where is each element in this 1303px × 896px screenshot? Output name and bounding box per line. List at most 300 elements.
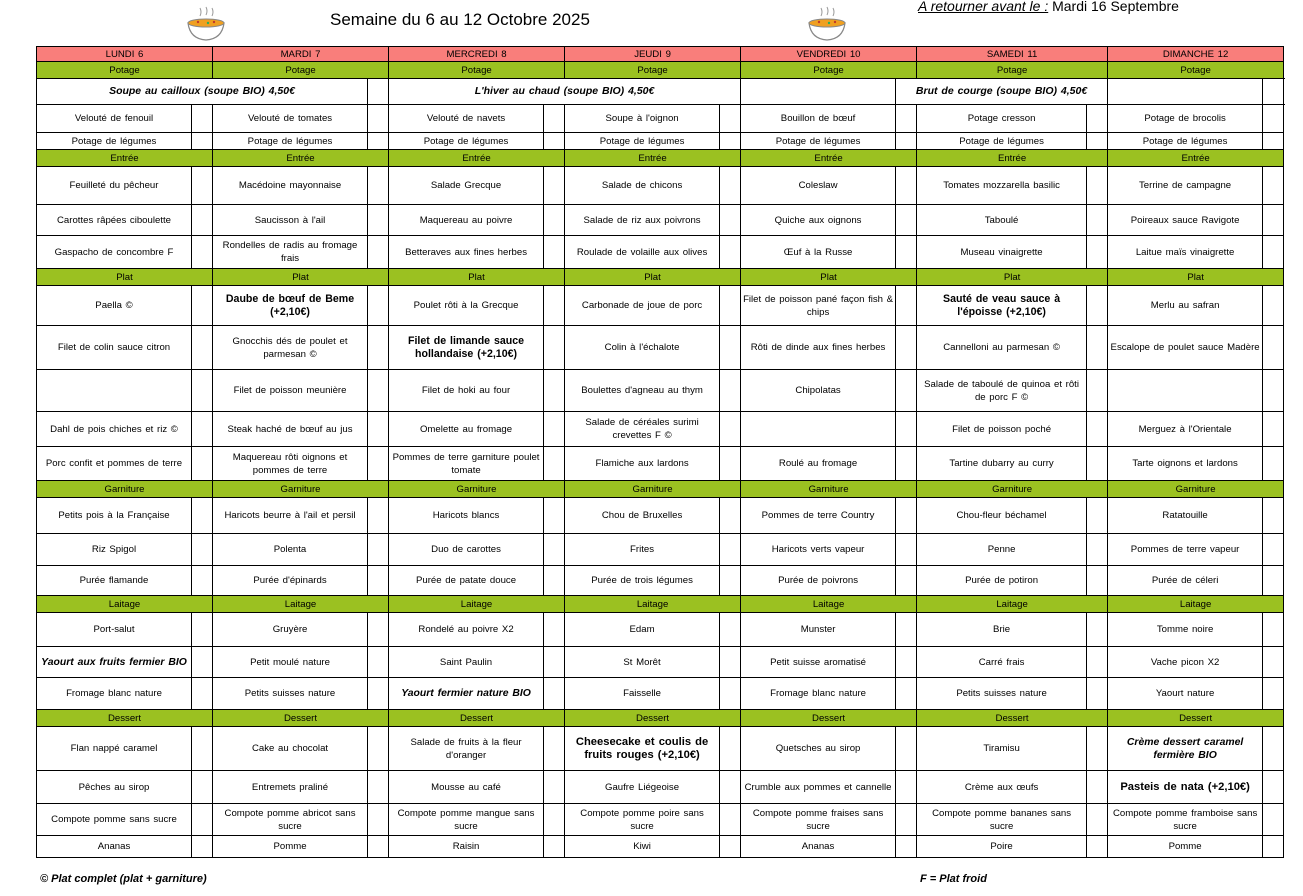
category-header: Garniture — [213, 481, 389, 498]
order-box[interactable] — [1087, 727, 1108, 771]
order-box[interactable] — [720, 647, 741, 678]
order-box[interactable] — [720, 534, 741, 566]
day-header: LUNDI 6 — [37, 47, 213, 62]
menu-item: Colin à l'échalote — [565, 326, 720, 370]
order-box[interactable] — [896, 613, 917, 647]
menu-item — [37, 370, 192, 412]
order-box[interactable] — [720, 105, 741, 133]
category-header: Garniture — [389, 481, 565, 498]
menu-item: Roulé au fromage — [741, 447, 896, 481]
menu-item: Potage de légumes — [741, 133, 896, 150]
order-box[interactable] — [368, 804, 389, 836]
menu-item: Potage de brocolis — [1108, 105, 1263, 133]
order-box[interactable] — [192, 167, 213, 205]
order-box[interactable] — [368, 534, 389, 566]
order-box[interactable] — [544, 326, 565, 370]
order-box[interactable] — [720, 205, 741, 236]
menu-item: Pêches au sirop — [37, 771, 192, 804]
order-box[interactable] — [192, 771, 213, 804]
order-box[interactable] — [1263, 370, 1284, 412]
menu-item: Haricots blancs — [389, 498, 544, 534]
order-box[interactable] — [720, 804, 741, 836]
order-box[interactable] — [544, 498, 565, 534]
order-box[interactable] — [192, 236, 213, 269]
menu-item: Salade de taboulé de quinoa et rôti de porc F © — [917, 370, 1087, 412]
order-box[interactable] — [368, 79, 389, 105]
menu-item: Tiramisu — [917, 727, 1087, 771]
order-box[interactable] — [544, 804, 565, 836]
order-box[interactable] — [1263, 647, 1284, 678]
day-header-row — [37, 47, 1284, 62]
order-box[interactable] — [192, 370, 213, 412]
menu-item: Entremets praliné — [213, 771, 368, 804]
menu-item: Compote pomme fraises sans sucre — [741, 804, 896, 836]
category-header: Dessert — [741, 710, 917, 727]
menu-item: Compote pomme poire sans sucre — [565, 804, 720, 836]
order-box[interactable] — [720, 133, 741, 150]
order-box[interactable] — [896, 804, 917, 836]
order-box[interactable] — [368, 412, 389, 447]
order-box[interactable] — [368, 105, 389, 133]
menu-item: Potage de légumes — [389, 133, 544, 150]
category-header: Plat — [565, 269, 741, 286]
order-box[interactable] — [720, 286, 741, 326]
order-box[interactable] — [896, 836, 917, 858]
order-box[interactable] — [368, 167, 389, 205]
category-header: Potage — [741, 62, 917, 79]
menu-item: Ananas — [741, 836, 896, 858]
order-box[interactable] — [1108, 79, 1263, 105]
menu-item: Macédoine mayonnaise — [213, 167, 368, 205]
order-box[interactable] — [368, 836, 389, 858]
category-header: Dessert — [37, 710, 213, 727]
menu-item: Chou de Bruxelles — [565, 498, 720, 534]
order-box[interactable] — [1087, 534, 1108, 566]
menu-item: Bouillon de bœuf — [741, 105, 896, 133]
menu-item: Compote pomme mangue sans sucre — [389, 804, 544, 836]
menu-item: Tomme noire — [1108, 613, 1263, 647]
order-box[interactable] — [192, 326, 213, 370]
menu-item: Quetsches au sirop — [741, 727, 896, 771]
menu-item: Pommes de terre garniture poulet tomate — [389, 447, 544, 481]
menu-item: Dahl de pois chiches et riz © — [37, 412, 192, 447]
menu-item: Pomme — [213, 836, 368, 858]
order-box[interactable] — [720, 836, 741, 858]
menu-item: Penne — [917, 534, 1087, 566]
order-box[interactable] — [192, 613, 213, 647]
order-box[interactable] — [1087, 105, 1108, 133]
order-box[interactable] — [544, 613, 565, 647]
order-box[interactable] — [1087, 647, 1108, 678]
day-header: MERCREDI 8 — [389, 47, 565, 62]
order-box[interactable] — [741, 79, 896, 105]
category-header: Plat — [917, 269, 1108, 286]
order-box[interactable] — [544, 727, 565, 771]
order-box[interactable] — [192, 727, 213, 771]
order-box[interactable] — [896, 167, 917, 205]
menu-item: Yaourt aux fruits fermier BIO — [37, 647, 192, 678]
order-box[interactable] — [192, 678, 213, 710]
order-box[interactable] — [720, 613, 741, 647]
menu-item: Fromage blanc nature — [741, 678, 896, 710]
order-box[interactable] — [896, 286, 917, 326]
menu-row — [37, 412, 1284, 447]
menu-item: Rôti de dinde aux fines herbes — [741, 326, 896, 370]
menu-item: Riz Spigol — [37, 534, 192, 566]
order-box[interactable] — [896, 727, 917, 771]
menu-item: Purée de potiron — [917, 566, 1087, 596]
menu-item: Cheesecake et coulis de fruits rouges (+2,10€) — [565, 727, 720, 771]
menu-item: Filet de colin sauce citron — [37, 326, 192, 370]
menu-item: Omelette au fromage — [389, 412, 544, 447]
order-box[interactable] — [896, 133, 917, 150]
menu-item: Chou-fleur béchamel — [917, 498, 1087, 534]
menu-row — [37, 836, 1284, 858]
order-box[interactable] — [1263, 412, 1284, 447]
order-box[interactable] — [192, 205, 213, 236]
order-box[interactable] — [720, 566, 741, 596]
order-box[interactable] — [544, 534, 565, 566]
menu-item: Velouté de tomates — [213, 105, 368, 133]
menu-item: Filet de hoki au four — [389, 370, 544, 412]
day-header: JEUDI 9 — [565, 47, 741, 62]
order-box[interactable] — [720, 370, 741, 412]
menu-item: Flamiche aux lardons — [565, 447, 720, 481]
page-title: Semaine du 6 au 12 Octobre 2025 — [330, 10, 590, 29]
deadline-date: Mardi 16 Septembre — [1052, 0, 1179, 14]
order-box[interactable] — [1263, 447, 1284, 481]
menu-item: Taboulé — [917, 205, 1087, 236]
order-box[interactable] — [192, 133, 213, 150]
order-box[interactable] — [1263, 678, 1284, 710]
order-box[interactable] — [544, 771, 565, 804]
menu-row — [37, 804, 1284, 836]
menu-item: Pomme — [1108, 836, 1263, 858]
category-header: Entrée — [37, 150, 213, 167]
order-box[interactable] — [368, 613, 389, 647]
category-header: Plat — [213, 269, 389, 286]
order-box[interactable] — [896, 236, 917, 269]
order-box[interactable] — [896, 534, 917, 566]
order-box[interactable] — [1087, 771, 1108, 804]
order-box[interactable] — [544, 412, 565, 447]
category-header: Plat — [1108, 269, 1284, 286]
order-box[interactable] — [1263, 167, 1284, 205]
category-header: Potage — [37, 62, 213, 79]
order-box[interactable] — [192, 804, 213, 836]
order-box[interactable] — [896, 105, 917, 133]
menu-item: Fromage blanc nature — [37, 678, 192, 710]
order-box[interactable] — [368, 133, 389, 150]
menu-item: Saint Paulin — [389, 647, 544, 678]
order-box[interactable] — [192, 647, 213, 678]
menu-item: Poulet rôti à la Grecque — [389, 286, 544, 326]
order-box[interactable] — [1263, 534, 1284, 566]
category-header: Entrée — [1108, 150, 1284, 167]
weekly-soup: Soupe au cailloux (soupe BIO) 4,50€ — [37, 79, 368, 105]
menu-item: Petits suisses nature — [917, 678, 1087, 710]
order-box[interactable] — [368, 205, 389, 236]
menu-item: Escalope de poulet sauce Madère — [1108, 326, 1263, 370]
order-box[interactable] — [544, 167, 565, 205]
menu-item: Compote pomme sans sucre — [37, 804, 192, 836]
menu-item: Potage de légumes — [1108, 133, 1263, 150]
order-box[interactable] — [720, 771, 741, 804]
order-box[interactable] — [720, 236, 741, 269]
order-box[interactable] — [896, 566, 917, 596]
order-box[interactable] — [720, 727, 741, 771]
order-box[interactable] — [1263, 804, 1284, 836]
menu-row — [37, 105, 1284, 133]
order-box[interactable] — [368, 771, 389, 804]
menu-item: Faisselle — [565, 678, 720, 710]
order-box[interactable] — [896, 205, 917, 236]
order-box[interactable] — [896, 678, 917, 710]
menu-row — [37, 167, 1284, 205]
weekly-soup — [1263, 79, 1284, 105]
menu-item: Purée de poivrons — [741, 566, 896, 596]
category-header: Laitage — [37, 596, 213, 613]
order-box[interactable] — [896, 447, 917, 481]
order-box[interactable] — [368, 727, 389, 771]
menu-item: Rondelé au poivre X2 — [389, 613, 544, 647]
category-header: Potage — [917, 62, 1108, 79]
order-box[interactable] — [368, 236, 389, 269]
order-box[interactable] — [192, 566, 213, 596]
legend-plat-complet: © Plat complet (plat + garniture) — [40, 873, 207, 885]
order-box[interactable] — [720, 412, 741, 447]
category-header: Entrée — [389, 150, 565, 167]
menu-item: Coleslaw — [741, 167, 896, 205]
order-box[interactable] — [544, 370, 565, 412]
menu-item: Flan nappé caramel — [37, 727, 192, 771]
menu-item: Raisin — [389, 836, 544, 858]
order-box[interactable] — [896, 647, 917, 678]
order-box[interactable] — [544, 133, 565, 150]
menu-item: Purée de céleri — [1108, 566, 1263, 596]
menu-item — [1108, 370, 1263, 412]
order-box[interactable] — [1263, 771, 1284, 804]
order-box[interactable] — [368, 498, 389, 534]
menu-item: Brie — [917, 613, 1087, 647]
menu-item: Tartine dubarry au curry — [917, 447, 1087, 481]
category-row-garniture — [37, 481, 1284, 498]
soup-bowl-icon — [805, 1, 849, 43]
menu-item: Haricots beurre à l'ail et persil — [213, 498, 368, 534]
order-box[interactable] — [1087, 447, 1108, 481]
order-box[interactable] — [1087, 836, 1108, 858]
order-box[interactable] — [192, 105, 213, 133]
order-box[interactable] — [896, 370, 917, 412]
order-box[interactable] — [1087, 326, 1108, 370]
category-header: Dessert — [389, 710, 565, 727]
menu-row — [37, 647, 1284, 678]
order-box[interactable] — [896, 771, 917, 804]
order-box[interactable] — [1263, 836, 1284, 858]
menu-item: Edam — [565, 613, 720, 647]
order-box[interactable] — [1263, 727, 1284, 771]
order-box[interactable] — [1087, 412, 1108, 447]
menu-item: Salade de riz aux poivrons — [565, 205, 720, 236]
order-box[interactable] — [1263, 205, 1284, 236]
order-box[interactable] — [368, 370, 389, 412]
menu-item: Petits pois à la Française — [37, 498, 192, 534]
order-box[interactable] — [368, 447, 389, 481]
order-box[interactable] — [1263, 613, 1284, 647]
menu-row — [37, 286, 1284, 326]
order-box[interactable] — [1087, 370, 1108, 412]
menu-row — [37, 370, 1284, 412]
order-box[interactable] — [544, 286, 565, 326]
menu-row — [37, 678, 1284, 710]
menu-item: Chipolatas — [741, 370, 896, 412]
weekly-soup-row — [37, 79, 1284, 105]
menu-item: Frites — [565, 534, 720, 566]
order-box[interactable] — [192, 836, 213, 858]
menu-item: Quiche aux oignons — [741, 205, 896, 236]
order-box[interactable] — [368, 326, 389, 370]
menu-item: Duo de carottes — [389, 534, 544, 566]
category-header: Laitage — [565, 596, 741, 613]
category-header: Entrée — [213, 150, 389, 167]
menu-item: Velouté de fenouil — [37, 105, 192, 133]
menu-item: Gruyère — [213, 613, 368, 647]
order-box[interactable] — [544, 678, 565, 710]
order-box[interactable] — [1087, 498, 1108, 534]
menu-item: Purée flamande — [37, 566, 192, 596]
order-box[interactable] — [192, 447, 213, 481]
order-box[interactable] — [720, 678, 741, 710]
order-box[interactable] — [544, 836, 565, 858]
menu-item: St Morêt — [565, 647, 720, 678]
order-box[interactable] — [1087, 804, 1108, 836]
menu-item: Petit moulé nature — [213, 647, 368, 678]
day-header: DIMANCHE 12 — [1108, 47, 1284, 62]
order-box[interactable] — [720, 167, 741, 205]
menu-item: Polenta — [213, 534, 368, 566]
order-box[interactable] — [544, 205, 565, 236]
menu-item: Merlu au safran — [1108, 286, 1263, 326]
menu-item: Terrine de campagne — [1108, 167, 1263, 205]
category-header: Entrée — [565, 150, 741, 167]
order-box[interactable] — [1087, 566, 1108, 596]
menu-row — [37, 771, 1284, 804]
category-header: Plat — [389, 269, 565, 286]
order-box[interactable] — [368, 678, 389, 710]
order-box[interactable] — [1087, 167, 1108, 205]
menu-item: Poire — [917, 836, 1087, 858]
order-box[interactable] — [720, 326, 741, 370]
order-box[interactable] — [896, 326, 917, 370]
order-box[interactable] — [1087, 133, 1108, 150]
order-box[interactable] — [1087, 205, 1108, 236]
menu-item: Cannelloni au parmesan © — [917, 326, 1087, 370]
menu-row — [37, 236, 1284, 269]
menu-item: Filet de poisson poché — [917, 412, 1087, 447]
order-box[interactable] — [1263, 326, 1284, 370]
menu-item: Boulettes d'agneau au thym — [565, 370, 720, 412]
order-box[interactable] — [896, 412, 917, 447]
menu-row — [37, 447, 1284, 481]
category-header: Potage — [213, 62, 389, 79]
category-header: Laitage — [917, 596, 1108, 613]
order-box[interactable] — [192, 286, 213, 326]
menu-item: Filet de limande sauce hollandaise (+2,10€) — [389, 326, 544, 370]
menu-item: Paella © — [37, 286, 192, 326]
deadline-label: A retourner avant le : — [918, 0, 1049, 14]
menu-item: Pommes de terre Country — [741, 498, 896, 534]
order-box[interactable] — [368, 566, 389, 596]
order-box[interactable] — [368, 647, 389, 678]
category-header: Dessert — [917, 710, 1108, 727]
order-box[interactable] — [896, 498, 917, 534]
category-header: Laitage — [213, 596, 389, 613]
category-header: Laitage — [1108, 596, 1284, 613]
menu-item: Compote pomme abricot sans sucre — [213, 804, 368, 836]
order-box[interactable] — [1087, 236, 1108, 269]
order-box[interactable] — [720, 447, 741, 481]
category-header: Dessert — [565, 710, 741, 727]
order-box[interactable] — [192, 412, 213, 447]
order-box[interactable] — [544, 447, 565, 481]
menu-item: Museau vinaigrette — [917, 236, 1087, 269]
menu-row — [37, 566, 1284, 596]
menu-item: Gnocchis dés de poulet et parmesan © — [213, 326, 368, 370]
menu-item: Carottes râpées ciboulette — [37, 205, 192, 236]
menu-item: Mousse au café — [389, 771, 544, 804]
order-box[interactable] — [1087, 678, 1108, 710]
category-header: Garniture — [917, 481, 1108, 498]
order-box[interactable] — [544, 647, 565, 678]
order-box[interactable] — [1087, 613, 1108, 647]
menu-item: Rondelles de radis au fromage frais — [213, 236, 368, 269]
order-box[interactable] — [544, 105, 565, 133]
menu-item: Potage cresson — [917, 105, 1087, 133]
order-box[interactable] — [1263, 236, 1284, 269]
menu-row — [37, 727, 1284, 771]
order-box[interactable] — [1087, 286, 1108, 326]
order-box[interactable] — [368, 286, 389, 326]
category-header: Potage — [1108, 62, 1284, 79]
category-header: Dessert — [213, 710, 389, 727]
deadline — [918, 0, 1179, 14]
order-box[interactable] — [1263, 566, 1284, 596]
order-box[interactable] — [1263, 286, 1284, 326]
order-box[interactable] — [1263, 498, 1284, 534]
order-box[interactable] — [192, 534, 213, 566]
order-box[interactable] — [544, 236, 565, 269]
order-box[interactable] — [192, 498, 213, 534]
menu-item: Maquereau au poivre — [389, 205, 544, 236]
category-header: Plat — [741, 269, 917, 286]
menu-item: Kiwi — [565, 836, 720, 858]
category-row-plat — [37, 269, 1284, 286]
menu-item: Compote pomme bananes sans sucre — [917, 804, 1087, 836]
menu-item: Filet de poisson pané façon fish & chips — [741, 286, 896, 326]
menu-item: Daube de bœuf de Beme (+2,10€) — [213, 286, 368, 326]
menu-item: Crème dessert caramel fermière BIO — [1108, 727, 1263, 771]
order-box[interactable] — [544, 566, 565, 596]
menu-item: Tarte oignons et lardons — [1108, 447, 1263, 481]
menu-item: Œuf à la Russe — [741, 236, 896, 269]
menu-item: Petits suisses nature — [213, 678, 368, 710]
order-box[interactable] — [1263, 133, 1284, 150]
order-box[interactable] — [720, 498, 741, 534]
category-header: Garniture — [565, 481, 741, 498]
order-box[interactable] — [1263, 105, 1284, 133]
menu-item: Laitue maïs vinaigrette — [1108, 236, 1263, 269]
menu-item: Poireaux sauce Ravigote — [1108, 205, 1263, 236]
